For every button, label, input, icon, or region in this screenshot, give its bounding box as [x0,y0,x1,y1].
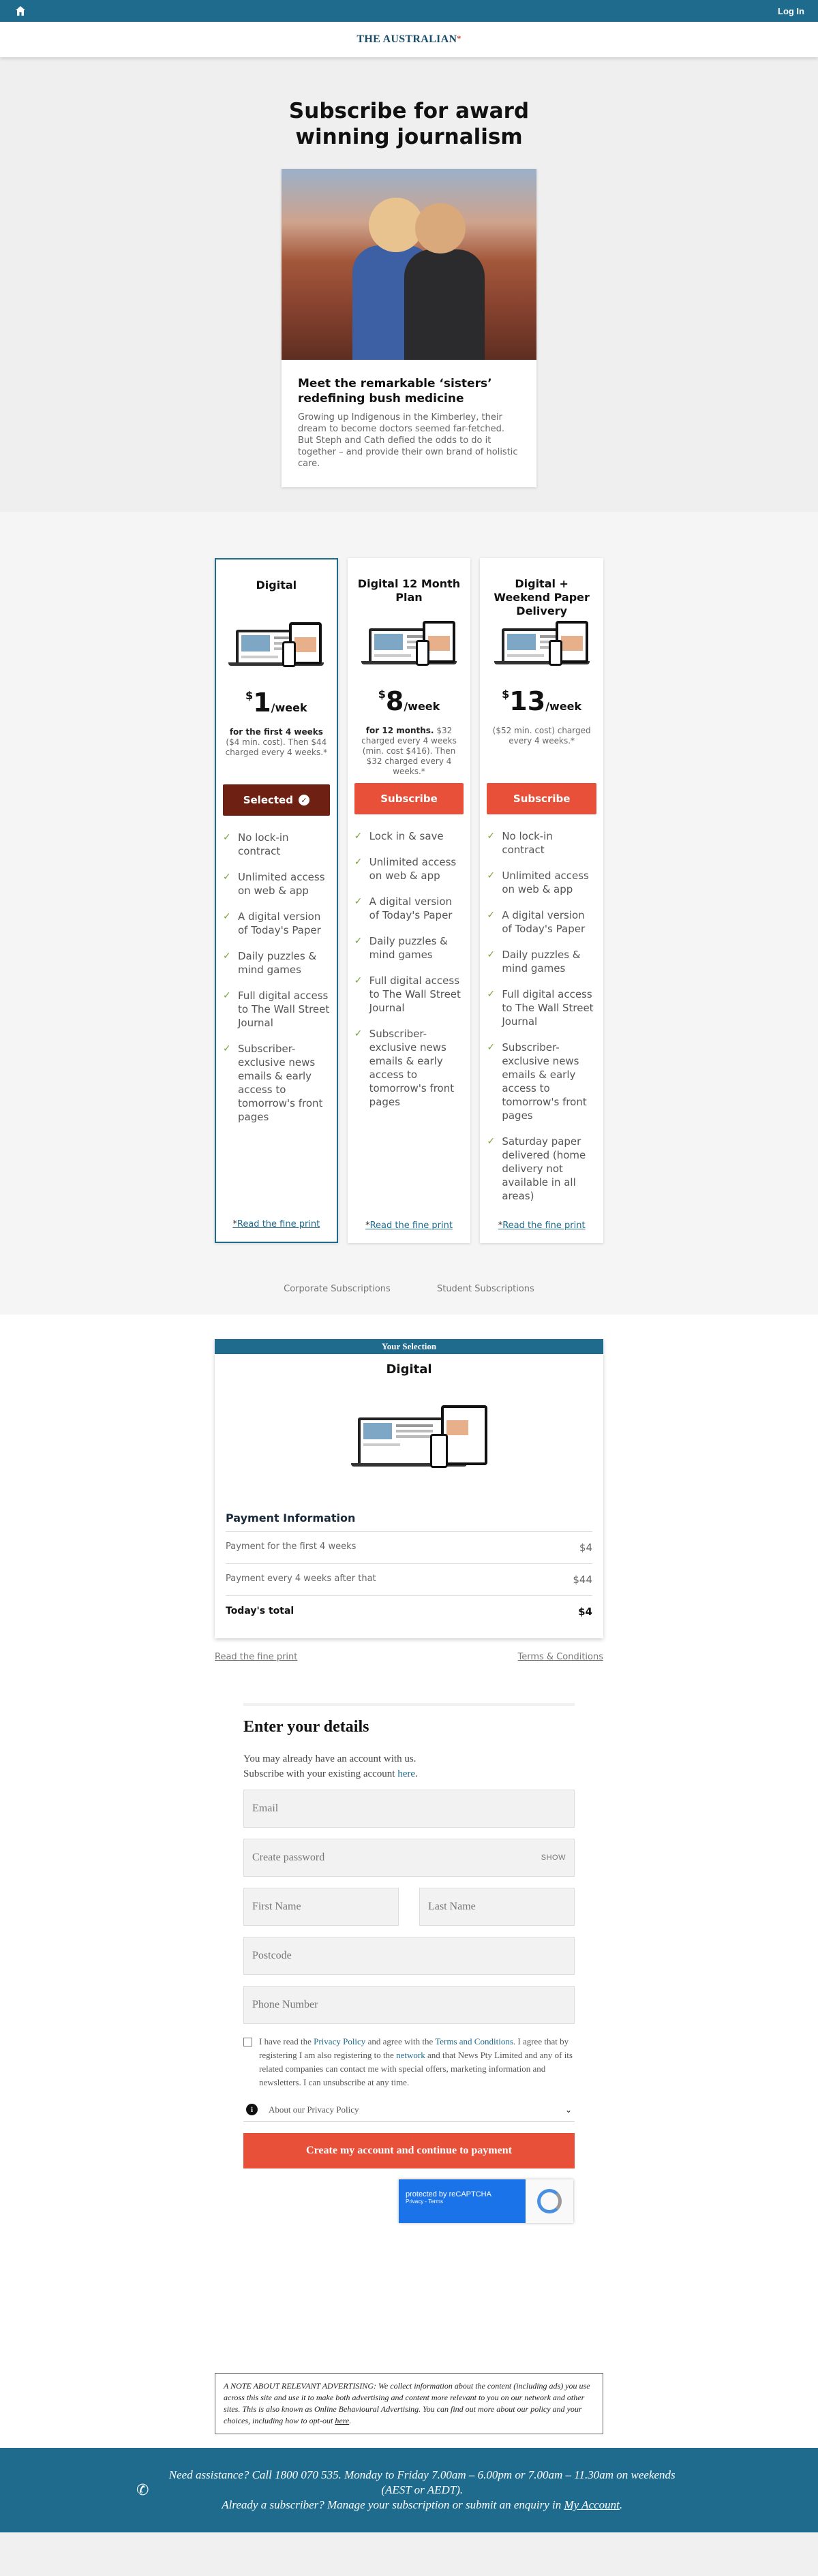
check-icon: ✓ [354,857,363,868]
plan-card-digital[interactable] [215,558,338,1243]
advertising-note: A NOTE ABOUT RELEVANT ADVERTISING: We collect information about the content (including ads) you use across this site and use it to make both advertising and content more relevant to you on our network and other sites. This is also known as Online Behavioural Advertising. You can find out more about our policy and your choices, including how to opt-out here. [215,2373,603,2434]
selection-links [215,1652,603,1662]
check-icon: ✓ [223,911,231,922]
feature-item: ✓ Saturday paper delivered (home delivery not available in all areas) [487,1135,586,1202]
home-icon[interactable] [14,4,27,18]
feature-item: ✓ Daily puzzles & mind games [223,950,317,976]
hero-section [0,57,818,512]
check-icon: ✓ [487,989,496,1000]
recaptcha-links[interactable]: Privacy - Terms [406,2198,443,2205]
feature-item: ✓ A digital version of Today's Paper [223,910,321,936]
check-icon: ✓ [223,832,231,843]
hero-title: Subscribe for award winning journalism [288,99,530,149]
form-intro: You may already have an account with us. Subscribe with your existing account here. [243,1753,418,1779]
check-icon: ✓ [354,1028,363,1039]
student-subscriptions-link[interactable]: Student Subscriptions [436,1284,534,1294]
postcode-input[interactable] [252,1950,566,1962]
subscribe-button[interactable]: Subscribe [354,783,464,814]
check-icon: ✓ [223,951,231,962]
story-title: Meet the remarkable ‘sisters’ redefining bush medicine [298,377,492,405]
existing-account-link[interactable]: here [397,1768,416,1779]
check-icon: ✓ [354,831,363,842]
feature-item: ✓ Full digital access to The Wall Street Journal [223,990,330,1029]
check-icon: ✓ [223,1043,231,1054]
check-icon: ✓ [487,831,496,842]
consent-block [243,2035,575,2089]
price-note: for the first 4 weeks ($4 min. cost). Then $44 charged every 4 weeks.* [225,727,328,757]
privacy-dropdown-label: About our Privacy Policy [269,2104,359,2115]
check-icon: ✓ [487,910,496,921]
selection-section [0,1315,818,1676]
feature-item: ✓ A digital version of Today's Paper [487,909,586,935]
create-account-button[interactable]: Create my account and continue to payment [243,2133,575,2168]
plan-price: $8/week [378,686,440,716]
recaptcha-label: protected by reCAPTCHA [406,2190,491,2198]
feature-item: ✓ Unlimited access on web & app [223,871,325,897]
feature-item: ✓ Full digital access to The Wall Street Journal [354,975,461,1014]
first-name-input[interactable] [252,1901,390,1913]
selection-box [215,1339,603,1638]
plan-name: Digital [256,579,297,592]
payment-row: Payment every 4 weeks after that $44 [226,1564,592,1596]
consent-text: I have read the Privacy Policy and agree with the Terms and Conditions. I agree that by registering I am also registering to the network and that News Pty Limited and any of its related companies can contact me with special offers, marketing information and newsletters. I can unsubscribe at any time. [259,2036,573,2087]
feature-item: ✓ Subscriber-exclusive news emails & early access to tomorrow's front pages [223,1043,323,1123]
fine-print-link[interactable]: *Read the fine print [232,1219,320,1229]
feature-list [223,831,330,1214]
phone-input[interactable] [252,1999,566,2011]
plan-card-digital-weekend[interactable] [480,558,603,1243]
other-subscriptions [0,1284,818,1294]
last-name-input[interactable] [428,1901,566,1913]
assistance-text: Need assistance? Call 1800 070 535. Monday to Friday 7.00am – 6.00pm or 7.00am – 11.30am on weekends (AEST or AEDT). Already a subscriber? Manage your subscription or submit an enquiry in My Account. [168,2468,676,2511]
check-icon: ✓ [354,896,363,907]
terms-link[interactable]: Terms & Conditions [517,1652,603,1662]
show-password-button[interactable]: SHOW [541,1854,566,1862]
payment-information [215,1492,603,1638]
corporate-subscriptions-link[interactable]: Corporate Subscriptions [284,1284,391,1294]
network-link[interactable]: network [396,2050,425,2060]
consent-checkbox[interactable] [243,2038,252,2046]
check-icon: ✓ [487,870,496,881]
check-icon: ✓ [354,936,363,947]
form-title: Enter your details [243,1718,369,1736]
privacy-dropdown[interactable] [243,2098,575,2122]
email-input[interactable] [252,1803,566,1815]
email-field[interactable] [243,1790,575,1828]
feature-item: ✓ A digital version of Today's Paper [354,895,453,921]
feature-item: ✓ No lock-in contract [223,831,289,857]
total-row: Today's total $4 [226,1606,592,1618]
check-icon: ✓ [487,1042,496,1053]
check-icon: ✓ [487,949,496,960]
assistance-footer [0,2448,818,2532]
devices-image [354,619,464,673]
feature-item: ✓ Daily puzzles & mind games [354,935,448,961]
plan-cards [215,558,603,1243]
feature-item: ✓ Unlimited access on web & app [487,870,589,895]
price-note: ($52 min. cost) charged every 4 weeks.* [492,726,591,746]
privacy-policy-link[interactable]: Privacy Policy [314,2036,366,2046]
fine-print-link[interactable]: *Read the fine print [498,1221,586,1231]
feature-item: ✓ Lock in & save [354,830,444,842]
selected-button[interactable]: Selected ✓ [223,784,330,816]
plan-name: Digital + Weekend Paper Delivery [494,577,590,617]
plan-price: $13/week [502,686,582,716]
plans-section [0,512,818,1315]
check-icon: ✓ [354,975,363,986]
postcode-field[interactable] [243,1937,575,1975]
plan-price: $1/week [245,688,307,718]
feature-item: ✓ Daily puzzles & mind games [487,949,581,975]
first-name-field[interactable] [243,1888,399,1926]
phone-icon: ✆ [136,2481,149,2499]
feature-item: ✓ Subscriber-exclusive news emails & early access to tomorrow's front pages [354,1028,455,1108]
details-form [243,1703,575,2223]
story-image [282,169,536,360]
terms-conditions-link[interactable]: Terms and Conditions [435,2036,513,2046]
plan-card-digital-12-month[interactable] [348,558,471,1243]
selection-header: Your Selection [215,1339,603,1354]
masthead [0,22,818,57]
feature-item: ✓ Unlimited access on web & app [354,856,457,882]
password-field[interactable] [243,1839,575,1877]
recaptcha-badge[interactable] [399,2179,573,2223]
phone-field[interactable] [243,1986,575,2024]
top-bar [0,0,818,22]
login-link[interactable]: Log In [778,5,804,16]
my-account-link[interactable]: My Account [564,2498,620,2511]
details-section [0,1676,818,2332]
recaptcha-icon [526,2179,573,2223]
payment-row: Payment for the first 4 weeks $4 [226,1532,592,1564]
info-icon: i [246,2104,258,2115]
feature-item: ✓ Full digital access to The Wall Street Journal [487,988,594,1028]
opt-out-link[interactable]: here [335,2416,350,2425]
subscribe-button[interactable]: Subscribe [487,783,596,814]
brand-logo[interactable]: THE AUSTRALIAN* [357,33,461,45]
feature-item: ✓ Subscriber-exclusive news emails & early access to tomorrow's front pages [487,1041,587,1122]
devices-image [487,619,596,673]
feature-list [354,829,464,1215]
story-text: Growing up Indigenous in the Kimberley, their dream to become doctors seemed far-fetched. But Steph and Cath defied the odds to do it together – and provide their own brand of holistic care. [298,412,518,469]
last-name-field[interactable] [419,1888,575,1926]
advertising-note-section [0,2332,818,2448]
chevron-down-icon: ⌄ [564,2104,572,2115]
price-note: for 12 months. $32 charged every 4 weeks (min. cost $416). Then $32 charged every 4 weeks.* [361,726,457,776]
feature-list [487,829,596,1215]
check-icon: ✓ [223,872,231,883]
check-icon: ✓ [487,1136,496,1147]
check-icon: ✓ [223,990,231,1001]
feature-item: ✓ No lock-in contract [487,830,553,856]
password-input[interactable] [252,1852,541,1864]
story-card[interactable] [282,169,536,487]
fine-print-link[interactable]: Read the fine print [215,1652,298,1662]
payment-title: Payment Information [226,1512,592,1532]
selected-plan-name: Digital [386,1362,432,1377]
fine-print-link[interactable]: *Read the fine print [365,1221,453,1231]
devices-image [223,621,330,674]
check-circle-icon: ✓ [299,795,309,806]
devices-image [215,1390,603,1492]
plan-name: Digital 12 Month Plan [357,577,461,604]
